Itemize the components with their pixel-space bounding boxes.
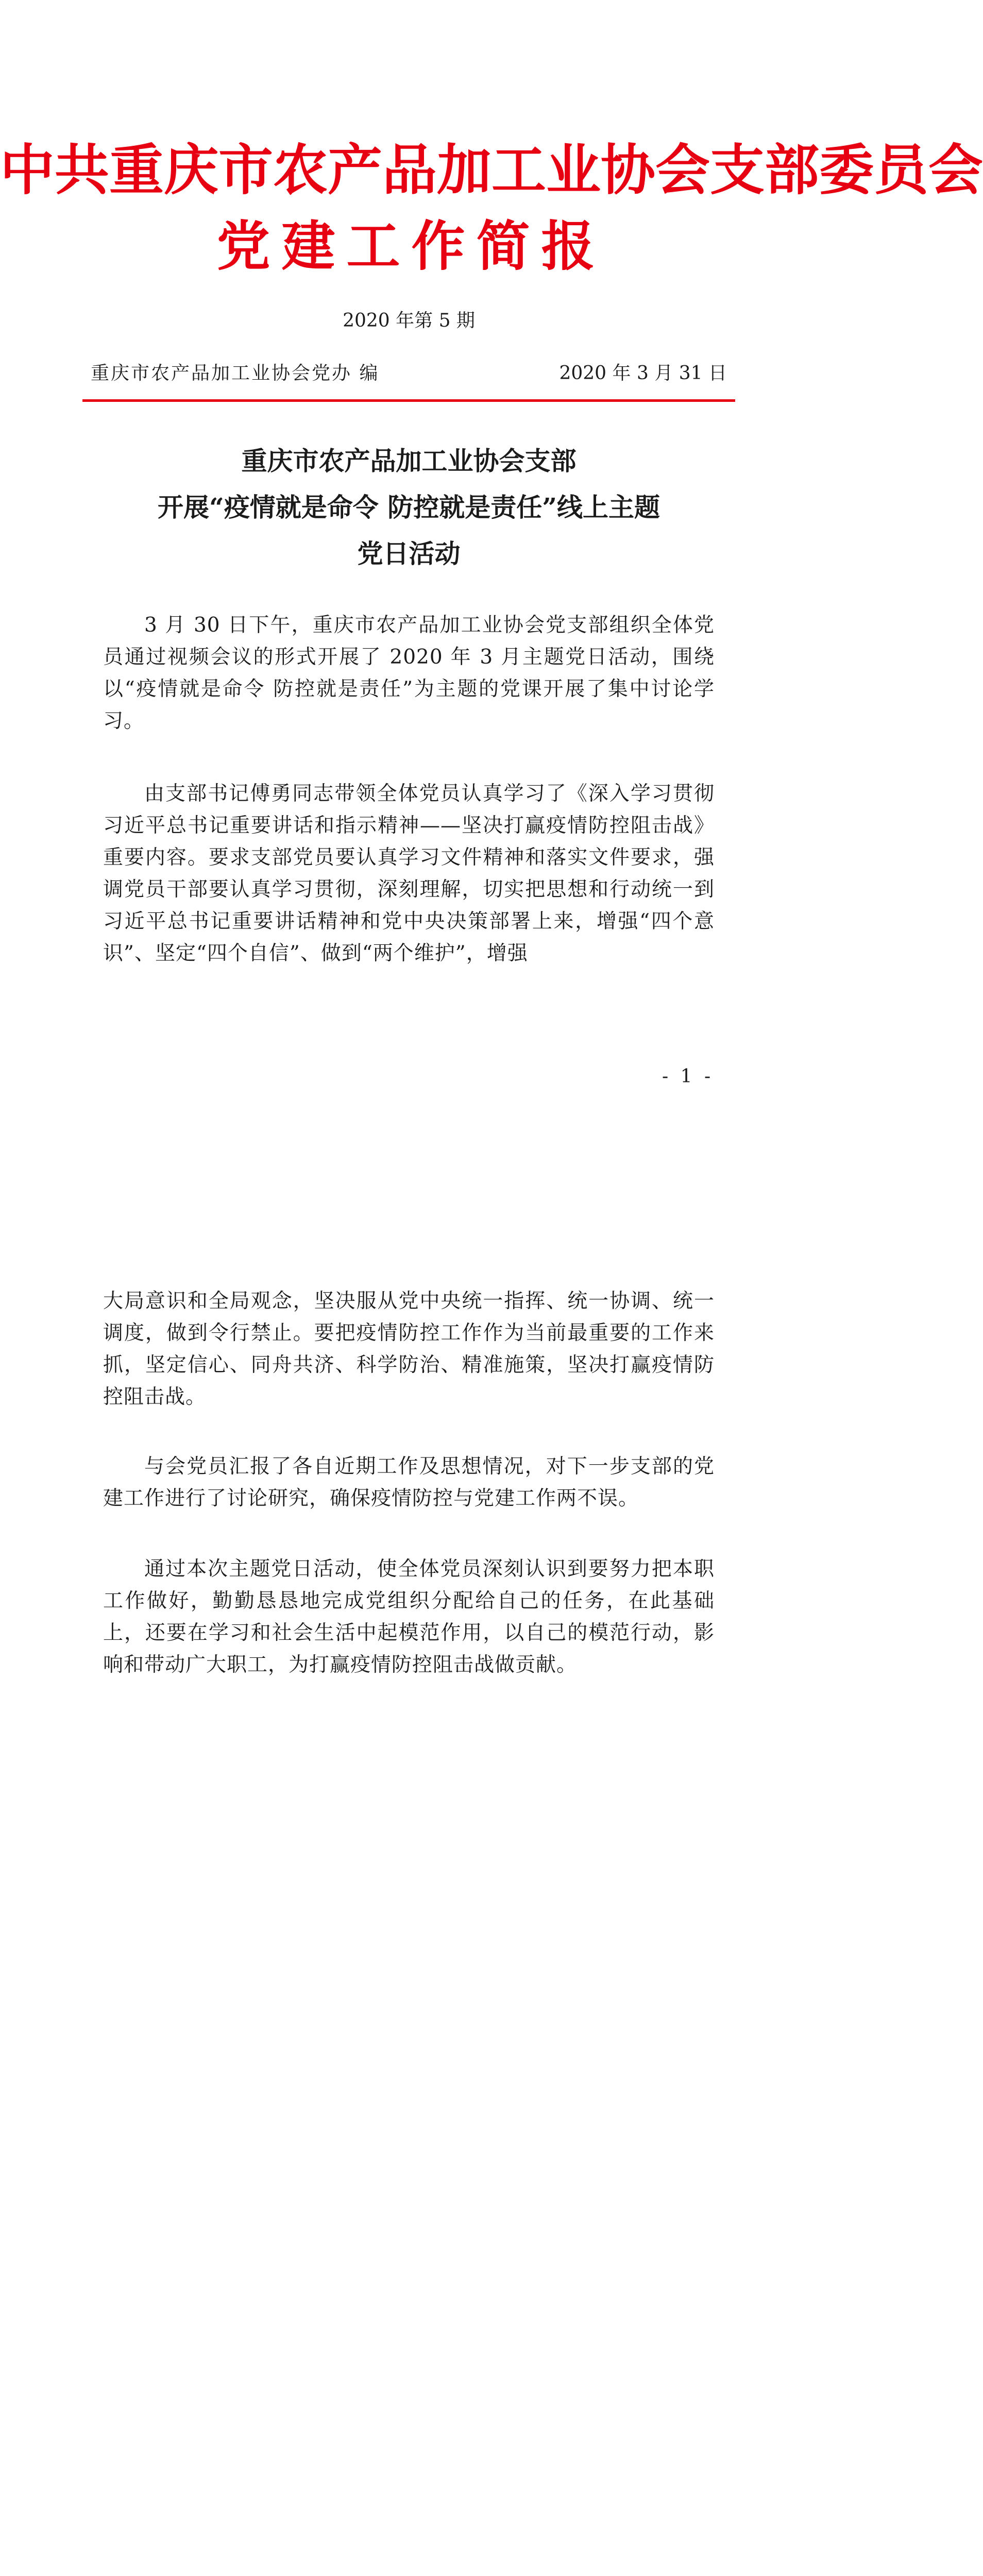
- editor-label: 重庆市农产品加工业协会党办 编: [91, 363, 380, 384]
- article-title-line-3: 党日活动: [357, 538, 461, 569]
- article-title-line-2: 开展“疫情就是命令 防控就是责任”线上主题: [158, 492, 660, 522]
- red-divider: [82, 399, 735, 402]
- paragraph-continued: 大局意识和全局观念，坚决服从党中央统一指挥、统一协调、统一调度，做到令行禁止。要把疫情防控工作作为当前最重要的工作来抓，坚定信心、同舟共济、科学防治、精准施策，坚决打赢疫情防控阻击战。: [103, 1290, 715, 1409]
- page-number: - 1 -: [662, 1066, 714, 1087]
- paragraph: 通过本次主题党日活动，使全体党员深刻认识到要努力把本职工作做好，勤勤恳恳地完成党组织分配给自己的任务，在此基础上，还要在学习和社会生活中起模范作用，以自己的模范行动，影响和带动广大职工，为打赢疫情防控阻击战做贡献。: [103, 1557, 715, 1676]
- paragraph: 由支部书记傅勇同志带领全体党员认真学习了《深入学习贯彻习近平总书记重要讲话和指示精神——坚决打赢疫情防控阻击战》重要内容。要求支部党员要认真学习文件精神和落实文件要求，强调党员干部要认真学习贯彻，深刻理解，切实把思想和行动统一到习近平总书记重要讲话精神和党中央决策部署上来，增强“四个意识”、坚定“四个自信”、做到“两个维护”，增强: [103, 782, 715, 965]
- paragraph: 与会党员汇报了各自近期工作及思想情况，对下一步支部的党建工作进行了讨论研究，确保疫情防控与党建工作两不误。: [103, 1455, 715, 1510]
- meta-line: [91, 361, 727, 386]
- issue-date: 2020 年 3 月 31 日: [559, 363, 727, 384]
- issue-number: 2020 年第 5 期: [343, 310, 475, 331]
- masthead-subtitle: 党建工作简报: [216, 214, 606, 278]
- article-title-line-1: 重庆市农产品加工业协会支部: [241, 446, 577, 476]
- masthead-title: 中共重庆市农产品加工业协会支部委员会: [0, 138, 983, 202]
- paragraph: 3 月 30 日下午，重庆市农产品加工业协会党支部组织全体党员通过视频会议的形式开展了 2020 年 3 月主题党日活动，围绕以“疫情就是命令 防控就是责任”为主题的党课开展了集中讨论学习。: [103, 614, 715, 733]
- page-1: [0, 0, 983, 1157]
